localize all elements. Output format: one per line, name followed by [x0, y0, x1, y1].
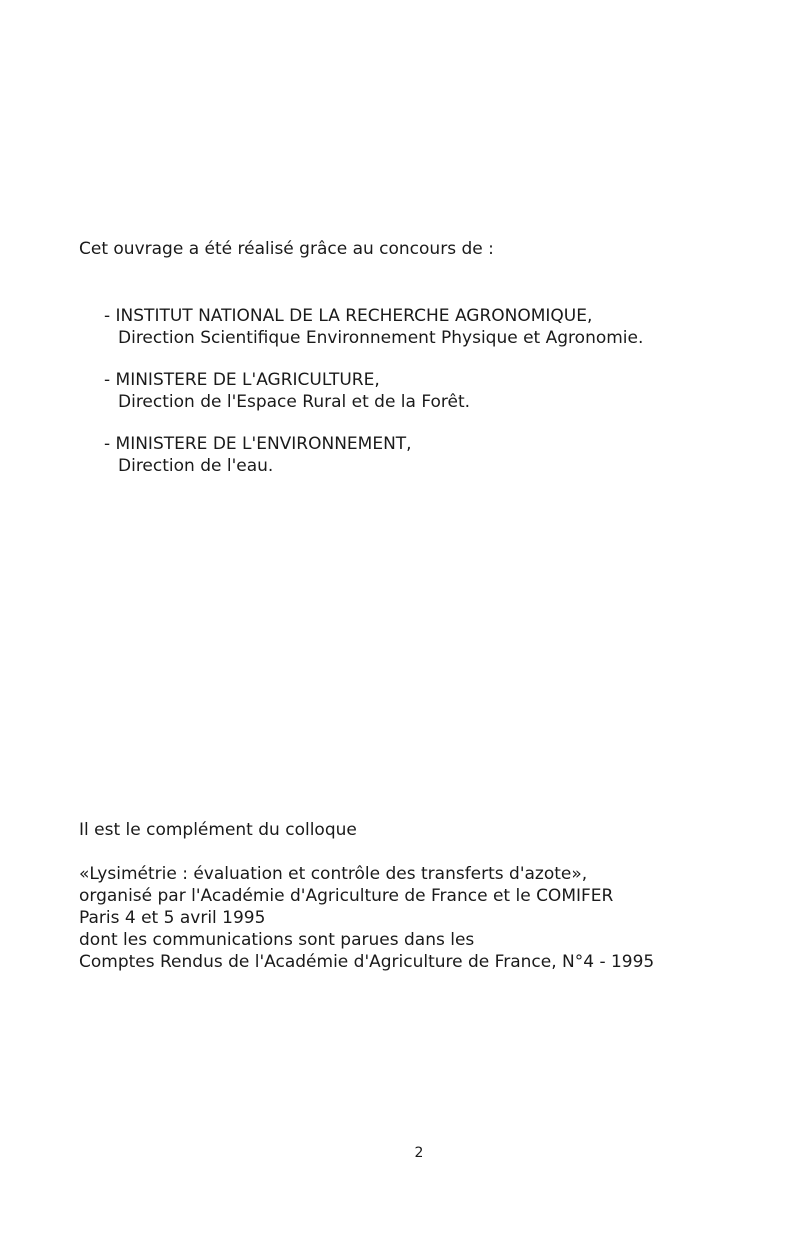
contributor-org: - INSTITUT NATIONAL DE LA RECHERCHE AGRONOMIQUE, — [104, 306, 593, 326]
contributor-org: - MINISTERE DE L'ENVIRONNEMENT, — [104, 434, 412, 454]
intro-text: Cet ouvrage a été réalisé grâce au concours de : — [79, 239, 494, 259]
contributor-dept: Direction de l'Espace Rural et de la Forêt. — [118, 392, 471, 412]
colloque-details — [79, 863, 654, 973]
colloque-date: Paris 4 et 5 avril 1995 — [79, 908, 266, 928]
publication-reference: Comptes Rendus de l'Académie d'Agriculture de France, N°4 - 1995 — [79, 952, 655, 972]
contributor-org: - MINISTERE DE L'AGRICULTURE, — [104, 370, 380, 390]
contributor-inra — [104, 305, 643, 349]
contributors-list — [104, 305, 643, 497]
contributor-dept: Direction Scientifique Environnement Physique et Agronomie. — [118, 328, 644, 348]
contributor-dept: Direction de l'eau. — [118, 456, 274, 476]
complement-text: Il est le complément du colloque — [79, 820, 357, 840]
colloque-organizers: organisé par l'Académie d'Agriculture de France et le COMIFER — [79, 886, 614, 906]
publication-intro: dont les communications sont parues dans les — [79, 930, 475, 950]
colloque-title: «Lysimétrie : évaluation et contrôle des transferts d'azote», — [79, 864, 588, 884]
page-number: 2 — [414, 1145, 424, 1161]
contributor-environnement — [104, 433, 643, 477]
contributor-agriculture — [104, 369, 643, 413]
